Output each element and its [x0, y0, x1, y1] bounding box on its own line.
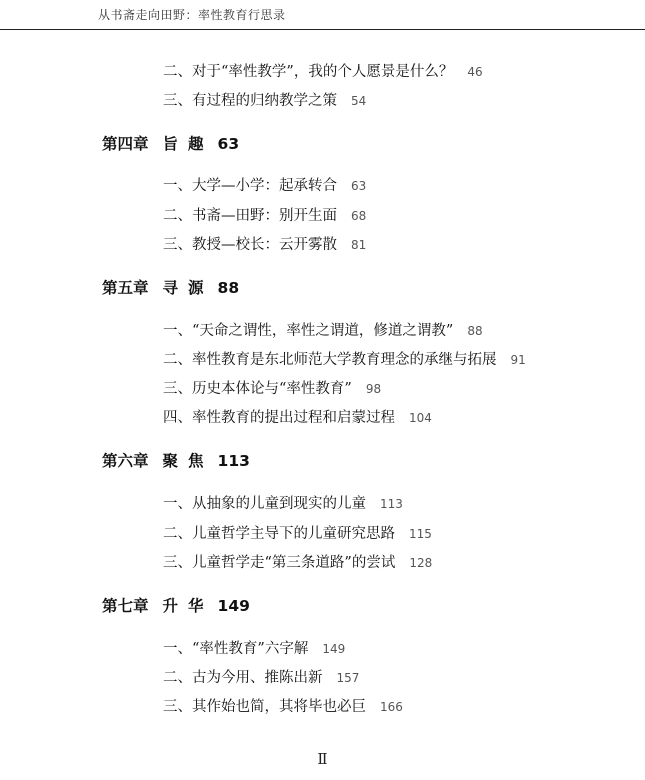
toc-entry-page: 115 [409, 527, 432, 541]
toc-chapter-heading[interactable] [102, 596, 250, 616]
toc-chapter-heading[interactable] [102, 278, 239, 298]
toc-entry-title: 二、对于“率性教学”，我的个人愿景是什么？ [163, 64, 454, 80]
toc-entry[interactable] [163, 236, 366, 254]
toc-entry-page: 88 [467, 324, 483, 338]
toc-chapter-heading[interactable] [102, 134, 239, 154]
toc-entry-title: 二、古为今用、推陈出新 [163, 670, 323, 686]
toc-entry-page: 157 [336, 671, 360, 685]
chapter-title: 旨趣 [162, 135, 214, 153]
toc-entry-page: 104 [409, 411, 432, 425]
toc-entry-page: 91 [510, 353, 526, 367]
toc-entry-title: 三、儿童哲学走“第三条道路”的尝试 [163, 555, 396, 571]
toc-entry-title: 二、儿童哲学主导下的儿童研究思路 [163, 526, 395, 542]
chapter-label: 第七章 [102, 597, 149, 615]
toc-entry-title: 三、其作始也简，其将毕也必巨 [163, 699, 366, 715]
toc-chapter-heading[interactable] [102, 451, 250, 471]
toc-entry-title: 一、“率性教育”六字解 [163, 641, 309, 657]
toc-entry-page: 68 [351, 209, 367, 223]
toc-entry[interactable] [163, 63, 483, 81]
toc-entry[interactable] [163, 409, 432, 427]
chapter-title: 聚焦 [162, 452, 214, 470]
toc-entry[interactable] [163, 92, 366, 110]
toc-entry[interactable] [163, 698, 403, 716]
toc-entry[interactable] [163, 322, 483, 340]
toc-entry-title: 二、书斋—田野：别开生面 [163, 208, 337, 224]
toc-entry-title: 一、从抽象的儿童到现实的儿童 [163, 496, 366, 512]
running-header-title: 从书斋走向田野：率性教育行思录 [98, 8, 286, 22]
chapter-label: 第四章 [102, 135, 149, 153]
chapter-title: 升华 [162, 597, 214, 615]
toc-entry-title: 四、率性教育的提出过程和启蒙过程 [163, 410, 395, 426]
toc-entry-page: 54 [351, 94, 367, 108]
toc-entry[interactable] [163, 640, 345, 658]
toc-entry[interactable] [163, 207, 366, 225]
toc-entry-title: 二、率性教育是东北师范大学教育理念的承继与拓展 [163, 352, 497, 368]
toc-entry-page: 128 [409, 556, 433, 570]
toc-entry[interactable] [163, 351, 526, 369]
page-number: Ⅱ [317, 750, 328, 768]
chapter-title: 寻源 [162, 279, 214, 297]
chapter-page: 88 [217, 279, 240, 297]
toc-entry-page: 81 [351, 238, 367, 252]
toc-entry-title: 三、有过程的归纳教学之策 [163, 93, 337, 109]
toc-entry-title: 三、历史本体论与“率性教育” [163, 381, 352, 397]
toc-entry[interactable] [163, 495, 403, 513]
toc-entry-page: 98 [365, 382, 382, 396]
toc-entry[interactable] [163, 380, 381, 398]
toc-entry-title: 一、大学—小学：起承转合 [163, 178, 337, 194]
toc-entry[interactable] [163, 177, 366, 195]
toc-entry-page: 149 [322, 642, 346, 656]
chapter-label: 第五章 [102, 279, 149, 297]
toc-entry-page: 63 [351, 179, 367, 193]
toc-entry-title: 三、教授—校长：云开雾散 [163, 237, 337, 253]
toc-entry[interactable] [163, 554, 432, 572]
chapter-label: 第六章 [102, 452, 149, 470]
chapter-page: 113 [217, 452, 250, 470]
toc-entry[interactable] [163, 525, 432, 543]
running-header [0, 0, 645, 30]
toc-entry-page: 113 [380, 497, 403, 511]
toc-entry-page: 166 [380, 700, 403, 714]
chapter-page: 149 [217, 597, 250, 615]
toc-entry[interactable] [163, 669, 359, 687]
toc-entry-page: 46 [467, 65, 483, 79]
chapter-page: 63 [217, 135, 240, 153]
toc-entry-title: 一、“天命之谓性，率性之谓道，修道之谓教” [163, 323, 454, 339]
